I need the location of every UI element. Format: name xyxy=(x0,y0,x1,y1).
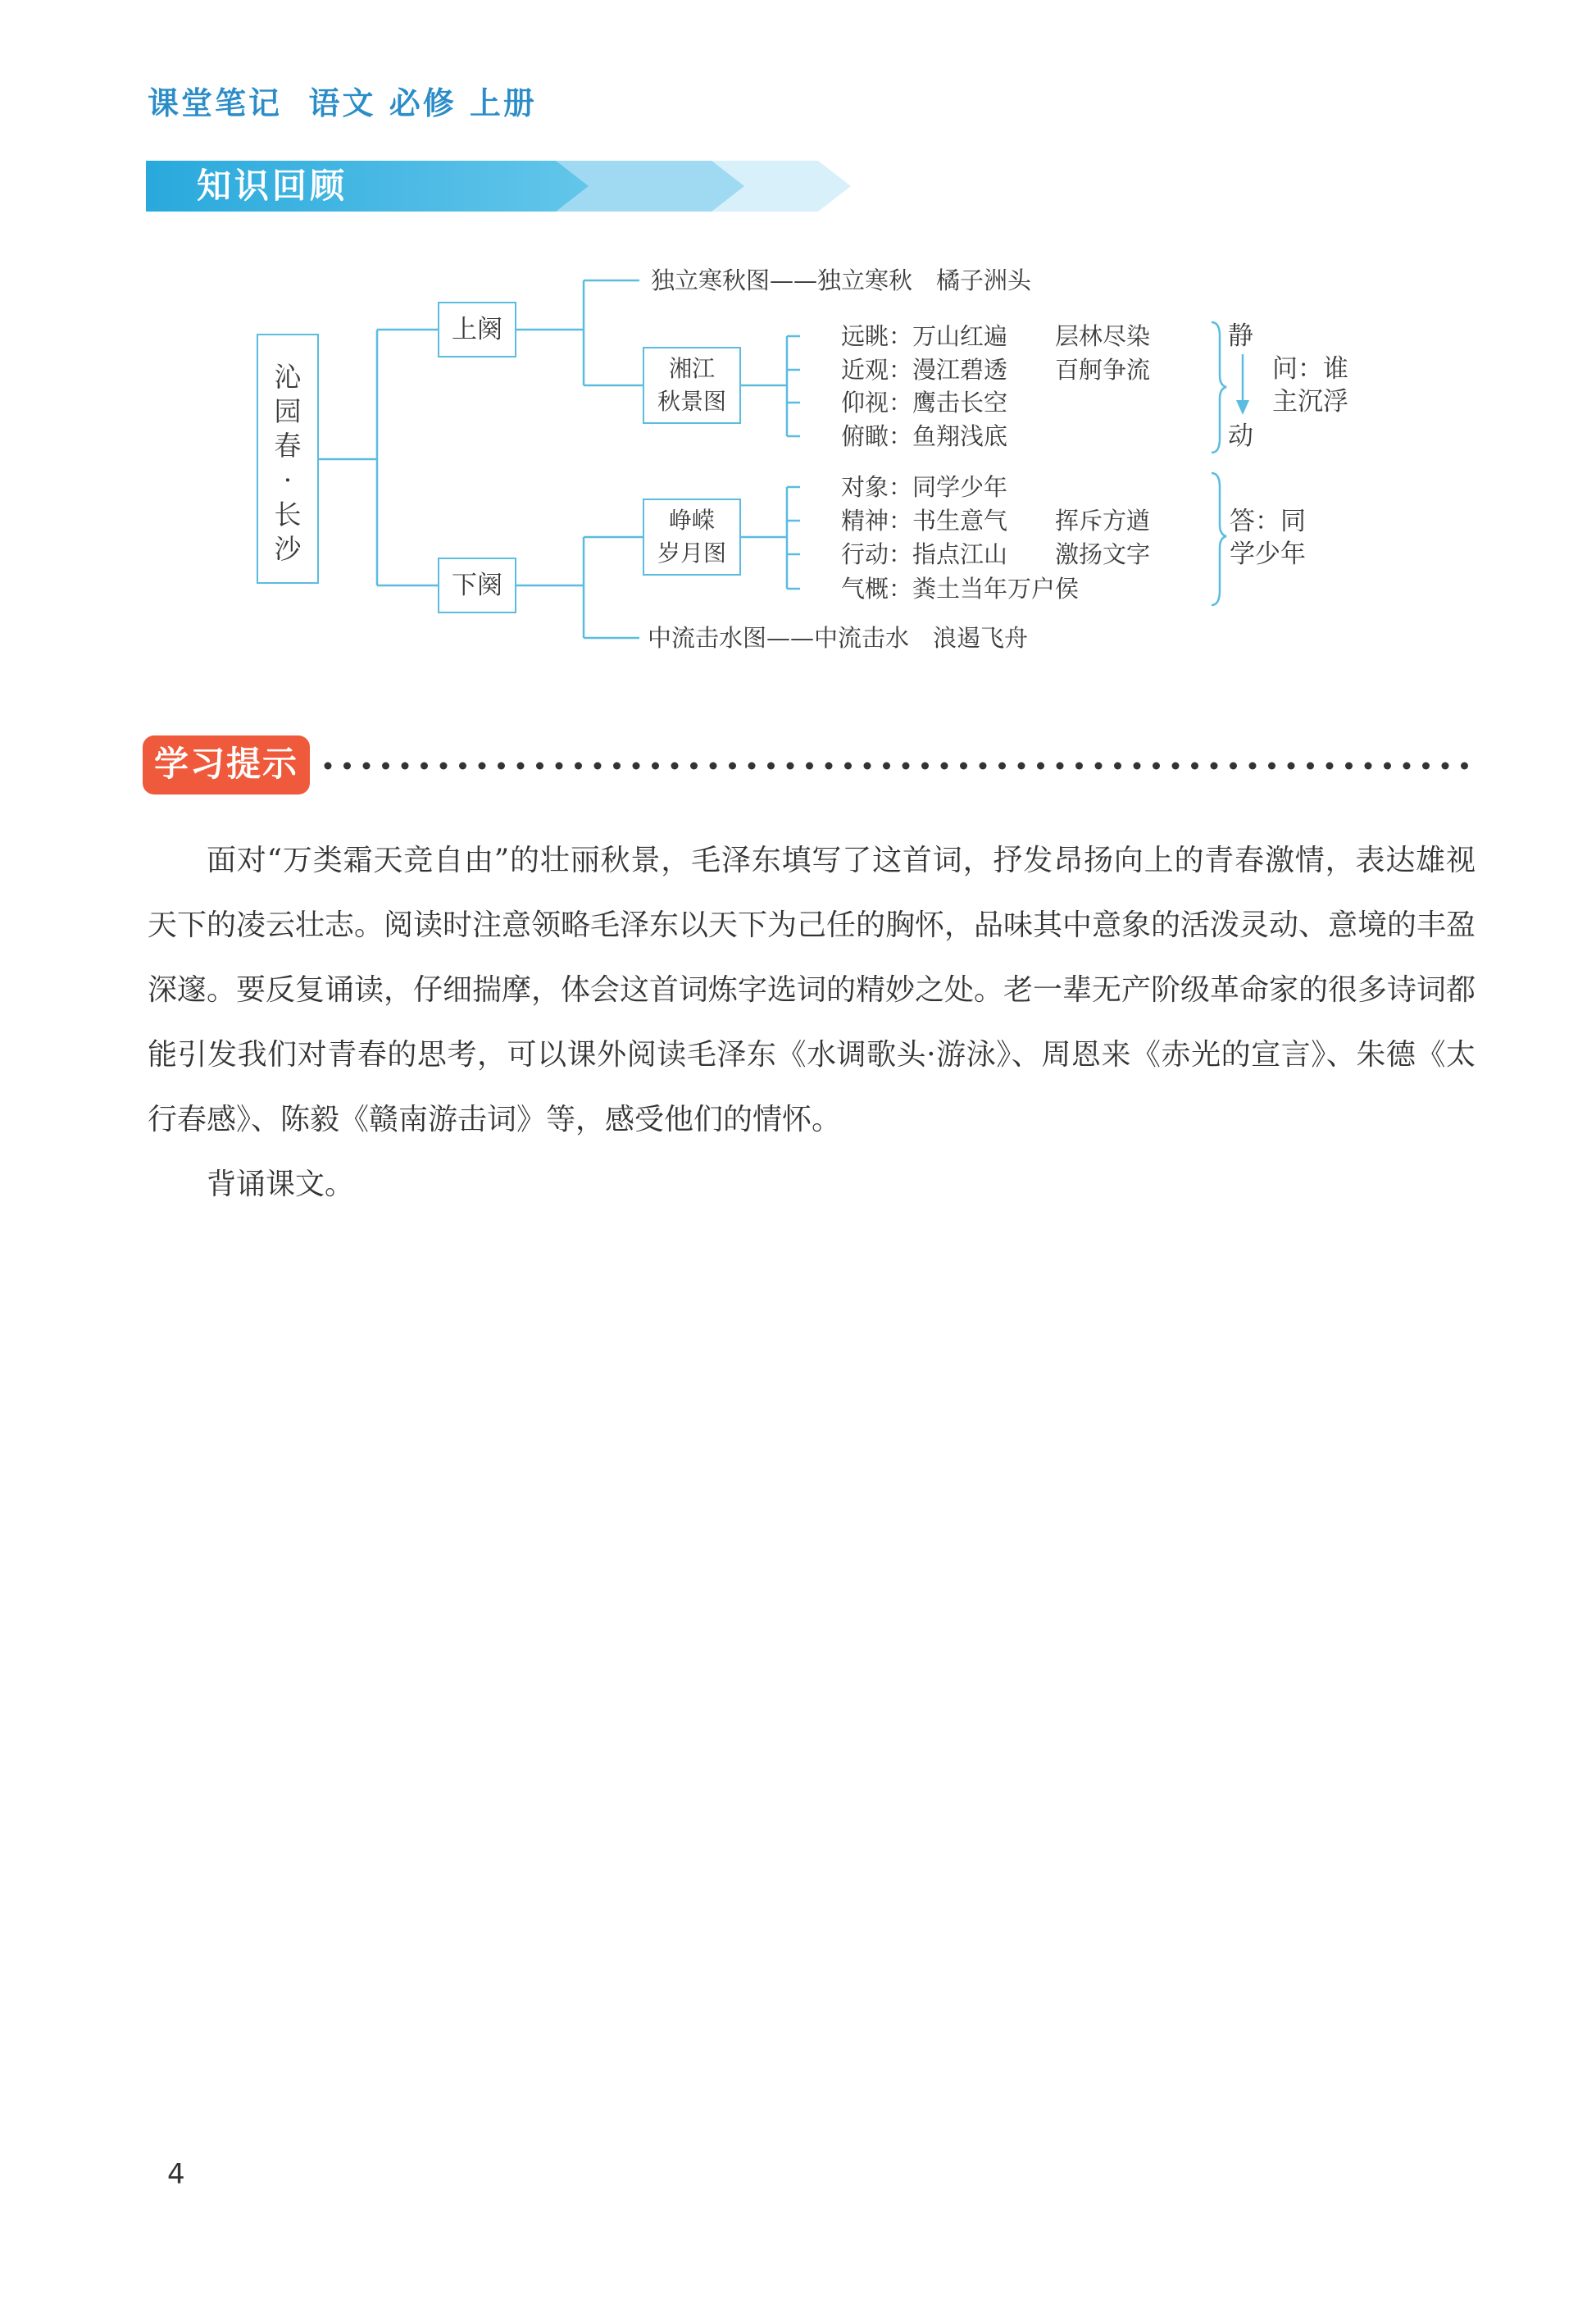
root-char: · xyxy=(283,464,293,496)
divider-dot xyxy=(556,763,563,770)
divider-dot xyxy=(806,763,813,770)
lower-item: 精神：书生意气 挥斥方遒 xyxy=(841,507,1151,535)
lower-stanza-box: 下阕 xyxy=(438,558,516,613)
tips-paragraph: 面对“万类霜天竞自由”的壮丽秋景，毛泽东填写了这首词，抒发昂扬向上的青春激情，表达雄视天下的凌云壮志。阅读时注意领略毛泽东以天下为己任的胸怀，品味其中意象的活泼灵动、意境的丰盈深邃。要反复诵读，仔细揣摩，体会这首词炼字选词的精妙之处。老一辈无产阶级革命家的很多诗词都能引发我们对青春的思考，可以课外阅读毛泽东《水调歌头·游泳》、周恩来《赤光的宣言》、朱德《太行春感》、陈毅《赣南游击词》等，感受他们的情怀。 xyxy=(148,844,1476,1136)
root-char: 沁 xyxy=(274,361,302,393)
root-char: 园 xyxy=(274,395,302,427)
divider-dot xyxy=(498,763,505,770)
divider-dot xyxy=(767,763,775,770)
question-line: 主沉浮 xyxy=(1272,387,1348,417)
divider-dot xyxy=(998,763,1006,770)
root-char: 长 xyxy=(274,499,302,530)
divider-dot xyxy=(690,763,698,770)
divider-dot xyxy=(748,763,756,770)
divider-dot xyxy=(1442,763,1449,770)
study-tips-badge: 学习提示 xyxy=(143,735,310,795)
divider-dot xyxy=(1268,763,1275,770)
divider-dot xyxy=(652,763,659,770)
divider-dot xyxy=(1191,763,1198,770)
divider-dot xyxy=(980,763,987,770)
divider-dot xyxy=(825,763,833,770)
divider-dot xyxy=(594,763,602,770)
divider-dot xyxy=(402,763,409,770)
divider-dot xyxy=(1403,763,1411,770)
divider-dot xyxy=(1307,763,1314,770)
side-label-dynamic: 动 xyxy=(1228,421,1253,451)
divider-dot xyxy=(575,763,582,770)
divider-dot xyxy=(903,763,910,770)
divider-dot xyxy=(729,763,736,770)
divider-dot xyxy=(864,763,871,770)
root-char: 春 xyxy=(274,430,302,462)
divider-dot xyxy=(1365,763,1372,770)
divider-dot xyxy=(343,763,351,770)
divider-dot xyxy=(1249,763,1257,770)
divider-dot xyxy=(421,763,428,770)
divider-dot xyxy=(1422,763,1430,770)
divider-dot xyxy=(960,763,967,770)
upper-branch-scene: 独立寒秋图——独立寒秋 橘子洲头 xyxy=(651,266,1032,294)
divider-dot xyxy=(787,763,794,770)
knowledge-review-title: 知识回顾 xyxy=(197,166,348,206)
divider-dot xyxy=(613,763,621,770)
upper-stanza-box: 上阕 xyxy=(438,302,516,357)
divider-dot xyxy=(1153,763,1160,770)
scene-box-line: 岁月图 xyxy=(657,540,726,567)
divider-dot xyxy=(941,763,948,770)
study-tips-body xyxy=(148,828,1476,1217)
scene-box-line: 峥嵘 xyxy=(668,507,715,534)
scene-box-line: 秋景图 xyxy=(657,388,726,415)
divider-dot xyxy=(633,763,640,770)
zhengrong-scene-box xyxy=(643,499,741,576)
tips-paragraph: 背诵课文。 xyxy=(207,1168,355,1201)
divider-dot xyxy=(1384,763,1391,770)
upper-item: 近观：漫江碧透 百舸争流 xyxy=(841,356,1151,384)
side-label-static: 静 xyxy=(1228,321,1253,351)
answer-line: 学少年 xyxy=(1230,540,1306,569)
divider-dot xyxy=(1057,763,1064,770)
divider-dot xyxy=(479,763,486,770)
answer-line: 答：同 xyxy=(1230,507,1306,536)
xiangjiang-scene-box xyxy=(643,347,741,424)
root-title-box xyxy=(257,334,319,584)
divider-dot xyxy=(363,763,371,770)
page-number: 4 xyxy=(167,2158,185,2191)
divider-dot xyxy=(844,763,852,770)
lower-item: 行动：指点江山 激扬文字 xyxy=(841,540,1151,568)
lower-branch-scene: 中流击水图——中流击水 浪遏飞舟 xyxy=(648,624,1029,652)
divider-dot xyxy=(1018,763,1025,770)
root-char: 沙 xyxy=(274,533,302,565)
upper-item: 远眺：万山红遍 层林尽染 xyxy=(841,322,1151,350)
lower-item: 对象：同学少年 xyxy=(841,473,1008,501)
divider-dot xyxy=(382,763,389,770)
divider-dot xyxy=(325,763,332,770)
question-line: 问：谁 xyxy=(1272,354,1348,384)
divider-dot xyxy=(1230,763,1237,770)
divider-dot xyxy=(710,763,717,770)
divider-dot xyxy=(459,763,466,770)
divider-dot xyxy=(1326,763,1334,770)
divider-dot xyxy=(671,763,679,770)
divider-dot xyxy=(1288,763,1295,770)
divider-dot xyxy=(1134,763,1141,770)
divider-dot xyxy=(1172,763,1180,770)
lower-item: 气概：粪土当年万户侯 xyxy=(841,575,1080,603)
book-header: 课堂笔记 语文 必修 上册 xyxy=(148,85,537,121)
divider-dot xyxy=(921,763,929,770)
divider-dot xyxy=(1345,763,1353,770)
divider-dot xyxy=(1095,763,1103,770)
divider-dot xyxy=(1075,763,1083,770)
divider-dot xyxy=(1461,763,1468,770)
divider-dot xyxy=(536,763,543,770)
scene-box-line: 湘江 xyxy=(668,355,715,382)
upper-item: 仰视：鹰击长空 xyxy=(841,389,1008,417)
dotted-divider xyxy=(321,758,1469,774)
divider-dot xyxy=(517,763,525,770)
upper-item: 俯瞰：鱼翔浅底 xyxy=(841,422,1008,450)
divider-dot xyxy=(1114,763,1121,770)
divider-dot xyxy=(440,763,448,770)
divider-dot xyxy=(1211,763,1218,770)
divider-dot xyxy=(883,763,890,770)
divider-dot xyxy=(1037,763,1044,770)
